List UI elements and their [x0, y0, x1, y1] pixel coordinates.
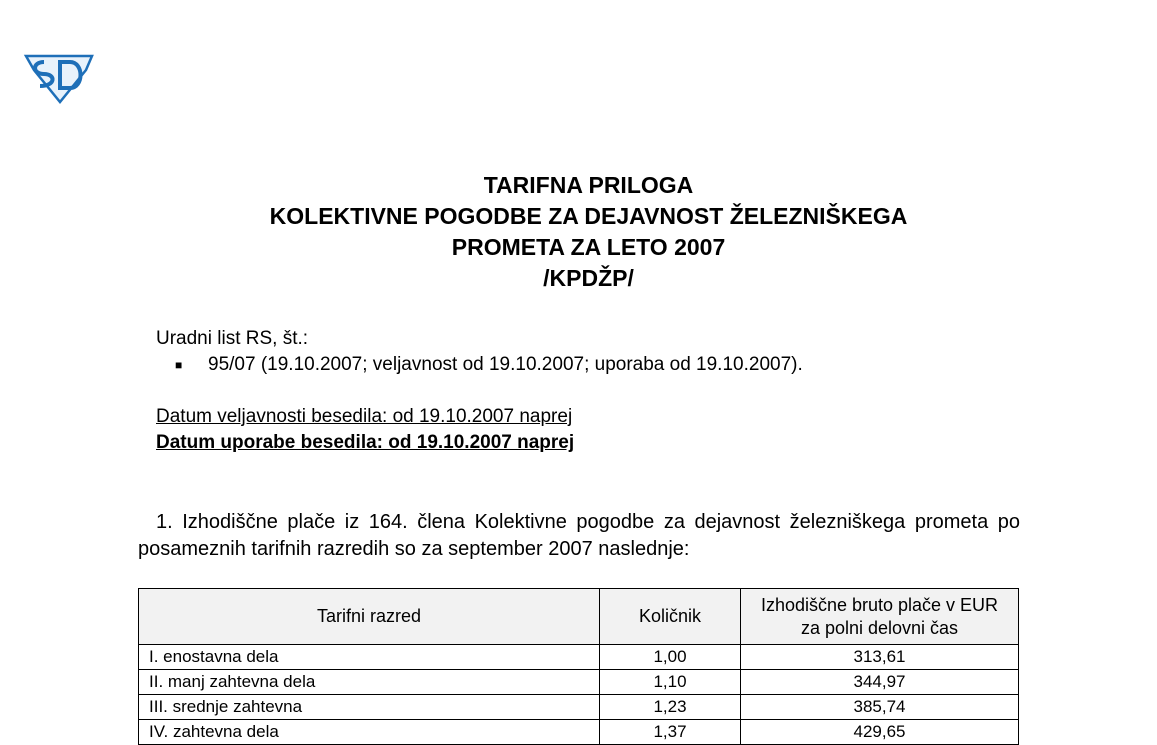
header-coefficient: Količnik	[600, 589, 741, 645]
validity-date: Datum veljavnosti besedila: od 19.10.2007 naprej	[156, 406, 573, 427]
table-row	[139, 720, 1019, 745]
square-bullet-icon: ■	[175, 358, 183, 372]
intro-paragraph	[138, 509, 1020, 563]
table-row	[139, 670, 1019, 695]
coefficient-cell: 1,00	[600, 645, 741, 670]
base-pay-cell: 429,65	[741, 720, 1019, 745]
table-row	[139, 645, 1019, 670]
coefficient-cell: 1,10	[600, 670, 741, 695]
title-line-4: /KPDŽP/	[543, 265, 634, 291]
sz-logo	[22, 48, 96, 104]
base-pay-cell: 385,74	[741, 695, 1019, 720]
gazette-label: Uradni list RS, št.:	[156, 328, 309, 349]
header-base-pay: Izhodiščne bruto plače v EUR za polni delovni čas	[741, 589, 1019, 645]
gazette-item-text: 95/07 (19.10.2007; veljavnost od 19.10.2007; uporaba od 19.10.2007).	[208, 354, 803, 375]
coefficient-cell: 1,23	[600, 695, 741, 720]
tariff-class-cell: III. srednje zahtevna	[139, 695, 600, 720]
gazette-item	[156, 353, 803, 377]
base-pay-cell: 313,61	[741, 645, 1019, 670]
tariff-class-cell: IV. zahtevna dela	[139, 720, 600, 745]
gazette-reference	[156, 327, 803, 377]
tariff-class-cell: II. manj zahtevna dela	[139, 670, 600, 695]
validity-dates	[156, 404, 574, 456]
table-header-row	[139, 589, 1019, 645]
title-line-2: KOLEKTIVNE POGODBE ZA DEJAVNOST ŽELEZNIŠKEGA	[269, 203, 908, 229]
base-pay-cell: 344,97	[741, 670, 1019, 695]
title-line-1: TARIFNA PRILOGA	[483, 172, 694, 198]
coefficient-cell: 1,37	[600, 720, 741, 745]
application-date: Datum uporabe besedila: od 19.10.2007 naprej	[156, 432, 575, 453]
tariff-table	[138, 588, 1019, 745]
title-line-3: PROMETA ZA LETO 2007	[451, 234, 726, 260]
intro-paragraph-text: 1. Izhodiščne plače iz 164. člena Kolektivne pogodbe za dejavnost železniškega prometa po posameznih tarifnih razredih so za september 2007 naslednje:	[138, 511, 1020, 560]
header-tariff-class: Tarifni razred	[139, 589, 600, 645]
document-title	[0, 170, 1157, 294]
tariff-class-cell: I. enostavna dela	[139, 645, 600, 670]
table-row	[139, 695, 1019, 720]
